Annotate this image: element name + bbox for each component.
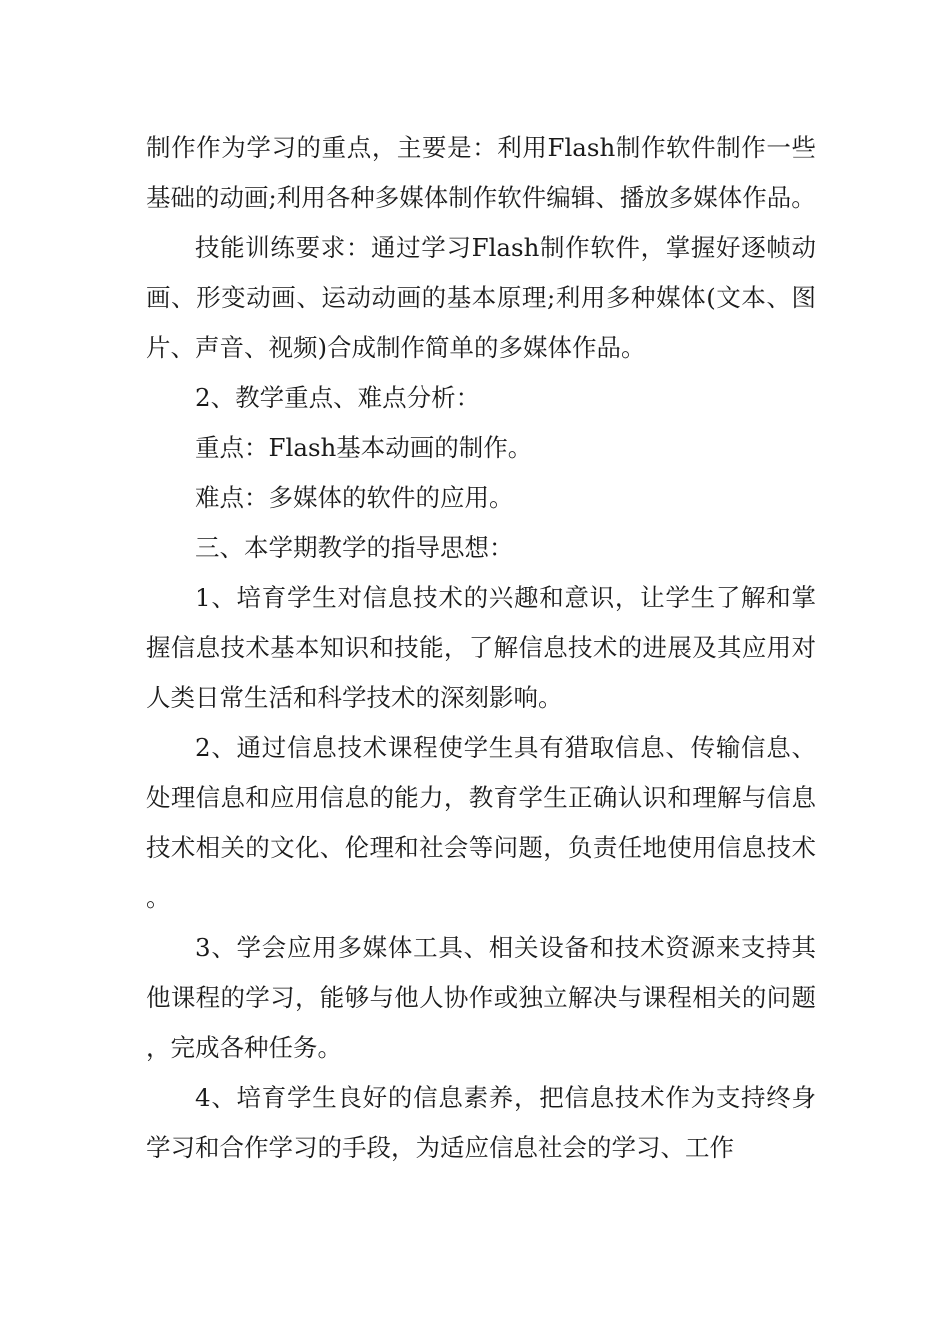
paragraph-10: 4、培育学生良好的信息素养，把信息技术作为支持终身学习和合作学习的手段，为适应信息社会的学习、工作: [146, 1083, 816, 1162]
paragraph-5: 难点：多媒体的软件的应用。: [195, 483, 514, 512]
paragraph-6: 三、本学期教学的指导思想：: [195, 533, 514, 562]
paragraph-4: 重点：Flash基本动画的制作。: [195, 433, 533, 462]
paragraph-7: 1、培育学生对信息技术的兴趣和意识，让学生了解和掌握信息技术基本知识和技能，了解信息技术的进展及其应用对人类日常生活和科学技术的深刻影响。: [146, 583, 816, 712]
paragraph-3: 2、教学重点、难点分析：: [195, 383, 481, 412]
paragraph-9: 3、学会应用多媒体工具、相关设备和技术资源来支持其他课程的学习，能够与他人协作或独立解决与课程相关的问题，完成各种任务。: [146, 933, 816, 1062]
document-body: [146, 123, 816, 1173]
paragraph-8: 2、通过信息技术课程使学生具有猎取信息、传输信息、处理信息和应用信息的能力，教育学生正确认识和理解与信息技术相关的文化、伦理和社会等问题，负责任地使用信息技术。: [146, 733, 816, 912]
paragraph-2: 技能训练要求：通过学习Flash制作软件，掌握好逐帧动画、形变动画、运动动画的基本原理;利用多种媒体(文本、图片、声音、视频)合成制作简单的多媒体作品。: [146, 233, 816, 362]
paragraph-1: 制作作为学习的重点，主要是：利用Flash制作软件制作一些基础的动画;利用各种多媒体制作软件编辑、播放多媒体作品。: [146, 133, 816, 212]
